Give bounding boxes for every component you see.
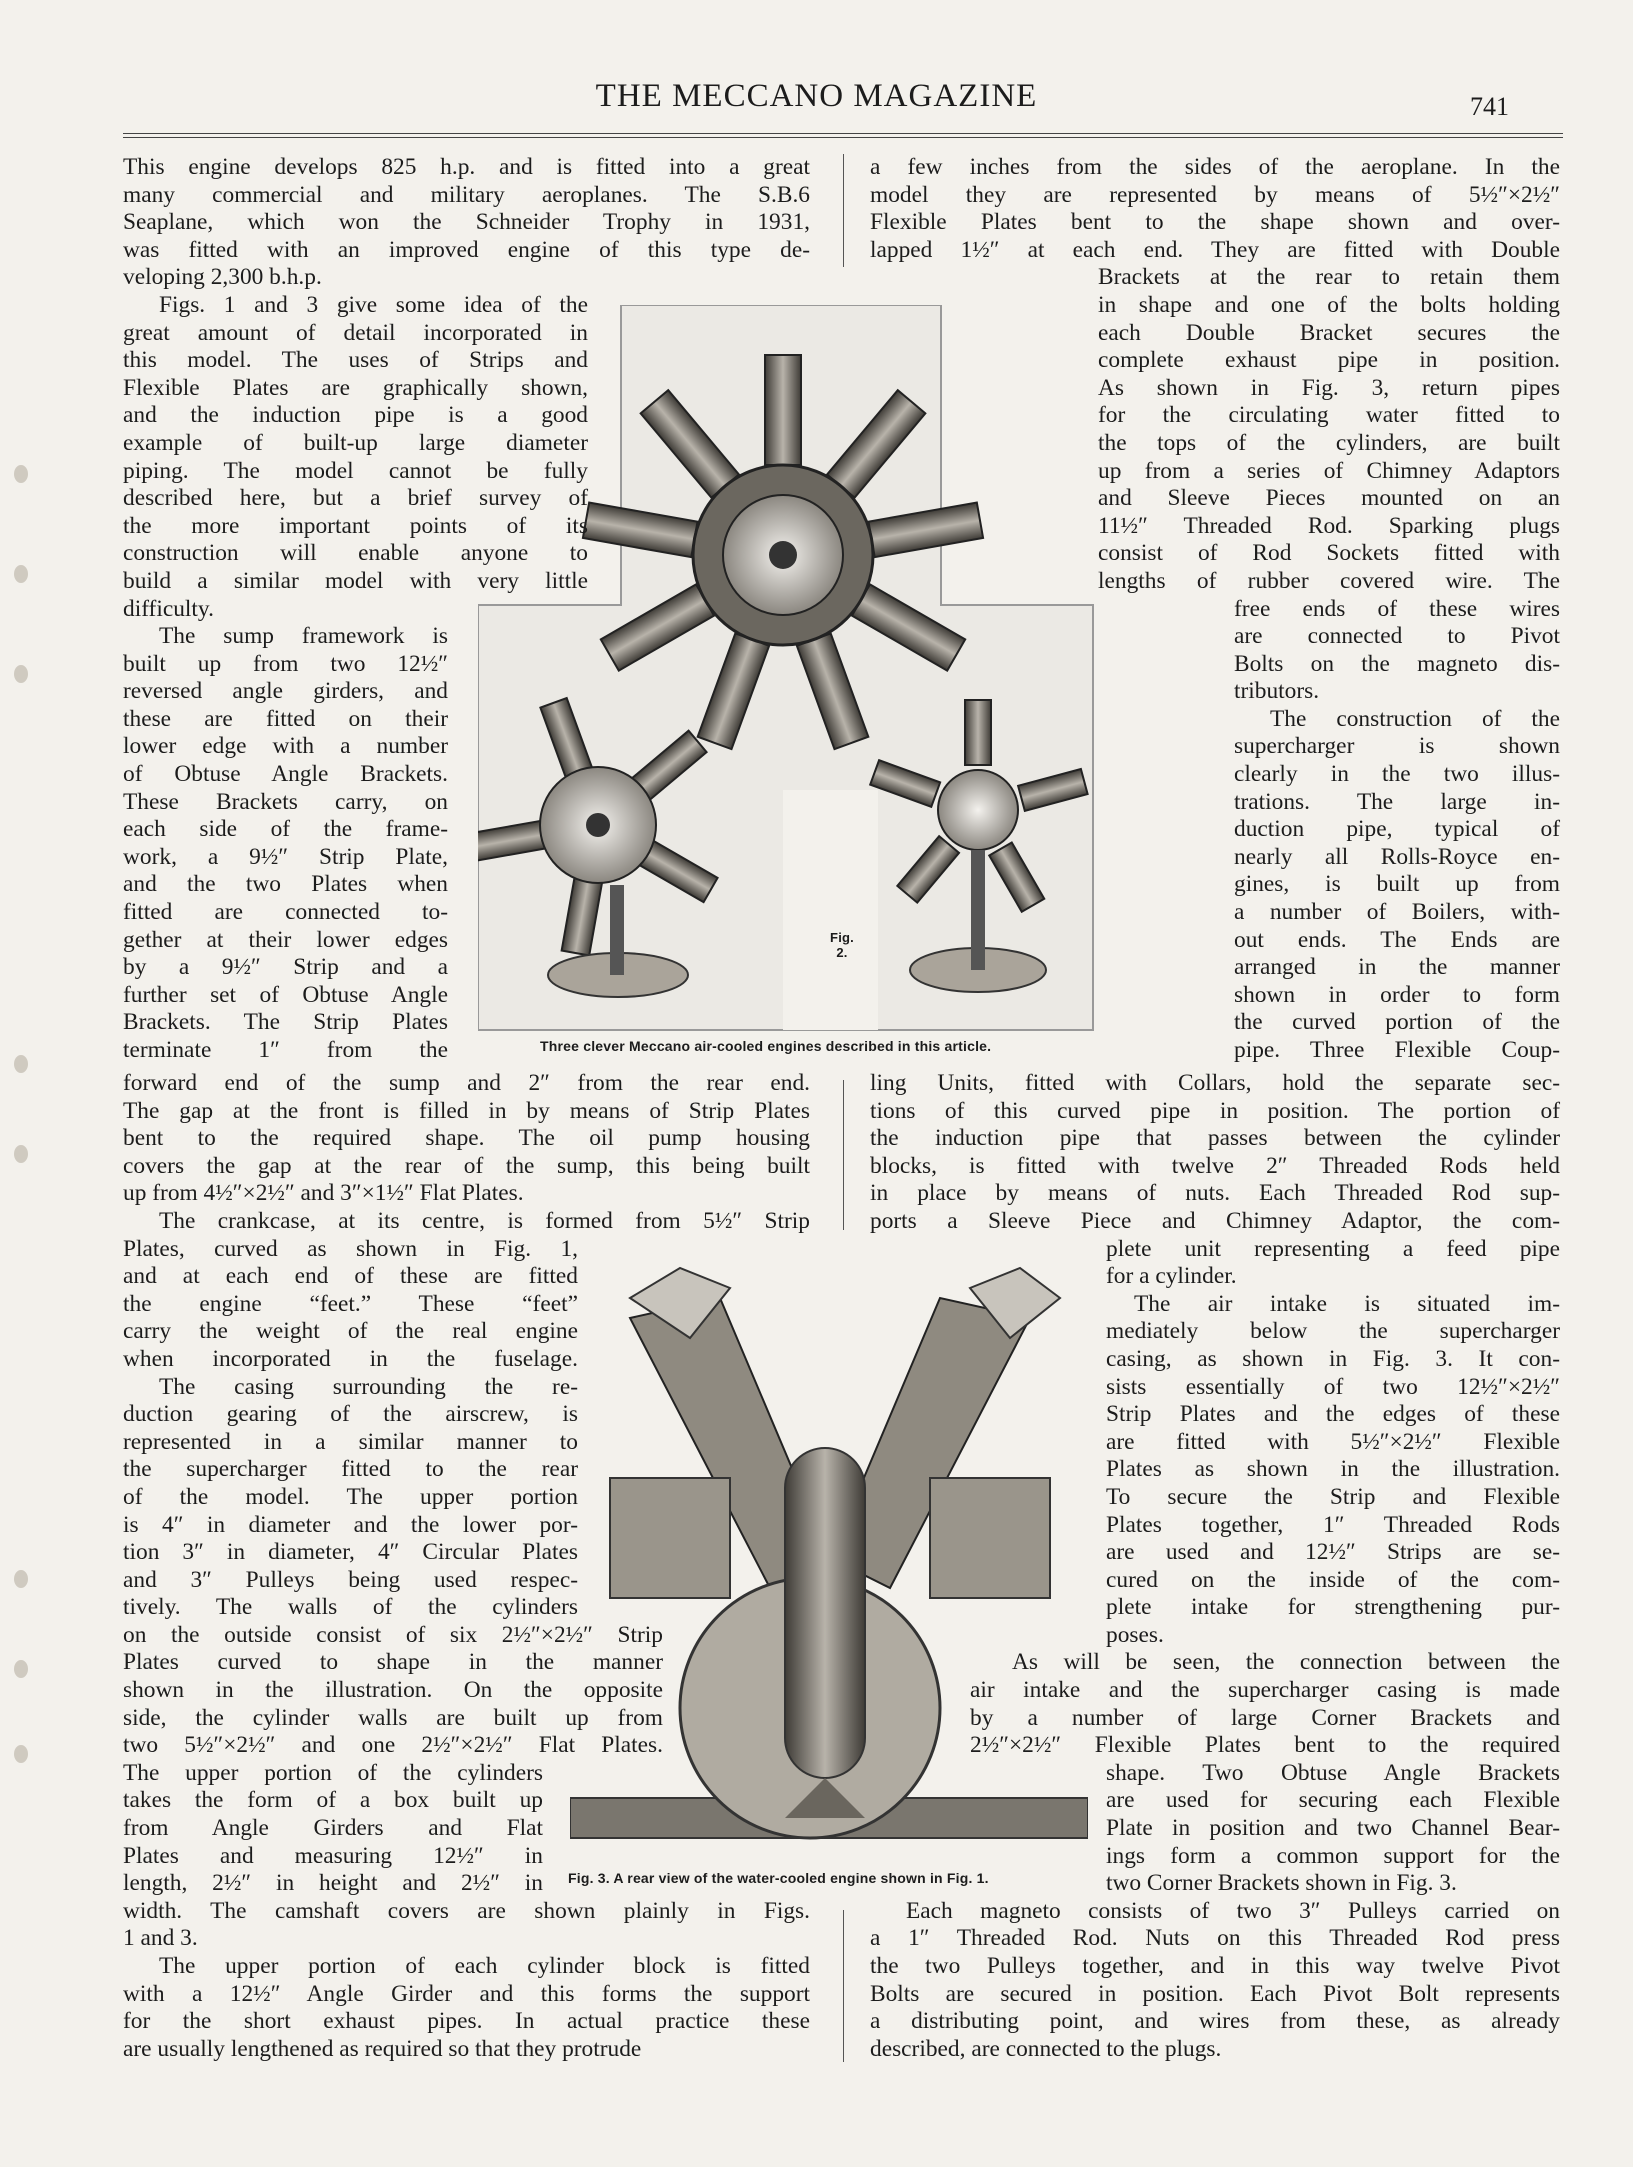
text-line: complete exhaust pipe in position.: [1098, 347, 1560, 374]
margin-stain: [14, 1055, 28, 1073]
fig3-caption: Fig. 3. A rear view of the water-cooled engine shown in Fig. 1.: [568, 1870, 989, 1886]
text-line: and the two Plates when: [123, 871, 448, 898]
text-line: The upper portion of the cylinders: [123, 1759, 543, 1786]
text-line: Bolts are secured in position. Each Pivot Bolt represents: [870, 1980, 1560, 2007]
right-column-bottom: [870, 1070, 1560, 2063]
text-line: the tops of the cylinders, are built: [1098, 429, 1560, 456]
text-line: sists essentially of two 12½″×2½″: [1106, 1373, 1560, 1400]
fig2-caption: Three clever Meccano air-cooled engines described in this article.: [540, 1038, 992, 1054]
text-line: Strip Plates and the edges of these: [1106, 1401, 1560, 1428]
text-line: up from 4½″×2½″ and 3″×1½″ Flat Plates.: [123, 1180, 524, 1207]
page-number: 741: [1470, 92, 1509, 121]
text-line: Seaplane, which won the Schneider Trophy in 1931,: [123, 209, 810, 236]
text-line: The upper portion of each cylinder block is fitted: [159, 1953, 810, 1979]
margin-stain: [14, 1660, 28, 1678]
text-line: and Sleeve Pieces mounted on an: [1098, 485, 1560, 512]
text-line: further set of Obtuse Angle: [123, 981, 448, 1008]
text-line: in place by means of nuts. Each Threaded Rod sup-: [870, 1180, 1560, 1207]
text-line: the more important points of its: [123, 512, 588, 539]
text-line: a number of Boilers, with-: [1234, 899, 1560, 926]
text-line: As will be seen, the connection between the: [1012, 1649, 1560, 1676]
text-line: free ends of these wires: [1234, 595, 1560, 622]
text-line: The crankcase, at its centre, is formed from 5½″ Strip: [159, 1207, 810, 1234]
text-line: Bolts on the magneto dis-: [1234, 650, 1560, 677]
margin-stain: [14, 1570, 28, 1588]
header-rule: [123, 133, 1563, 138]
text-line: ling Units, fitted with Collars, hold the separate sec-: [870, 1070, 1560, 1096]
text-line: for the circulating water fitted to: [1098, 402, 1560, 429]
text-line: nearly all Rolls-Royce en-: [1234, 843, 1560, 870]
text-line: and 3″ Pulleys being used respec-: [123, 1566, 578, 1593]
text-line: difficulty.: [123, 595, 214, 622]
text-line: 11½″ Threaded Rod. Sparking plugs: [1098, 512, 1560, 539]
text-line: The sump framework is: [159, 623, 448, 650]
text-line: from Angle Girders and Flat: [123, 1815, 543, 1842]
text-line: Brackets. The Strip Plates: [123, 1009, 448, 1036]
text-line: gether at their lower edges: [123, 926, 448, 953]
text-line: these are fitted on their: [123, 705, 448, 732]
text-line: side, the cylinder walls are built up from: [123, 1704, 663, 1731]
text-line: each Double Bracket secures the: [1098, 319, 1560, 346]
text-line: described, are connected to the plugs.: [870, 2035, 1222, 2062]
text-line: Figs. 1 and 3 give some idea of the: [159, 291, 588, 318]
text-line: and at each end of these are fitted: [123, 1263, 578, 1290]
text-line: takes the form of a box built up: [123, 1787, 543, 1814]
margin-stain: [14, 465, 28, 483]
text-line: clearly in the two illus-: [1234, 761, 1560, 788]
text-line: As shown in Fig. 3, return pipes: [1098, 374, 1560, 401]
text-line: mediately below the supercharger: [1106, 1318, 1560, 1345]
text-line: each side of the frame-: [123, 816, 448, 843]
text-line: Plates as shown in the illustration.: [1106, 1456, 1560, 1483]
text-line: tions of this curved pipe in position. The portion of: [870, 1097, 1560, 1124]
text-line: tributors.: [1234, 678, 1320, 705]
right-column-top: [870, 154, 1560, 1065]
text-line: are connected to Pivot: [1234, 623, 1560, 650]
text-line: represented in a similar manner to: [123, 1428, 578, 1455]
text-line: lengths of rubber covered wire. The: [1098, 567, 1560, 594]
text-line: a few inches from the sides of the aeroplane. In the: [870, 154, 1560, 180]
text-line: shown in the illustration. On the opposite: [123, 1677, 663, 1704]
text-line: are usually lengthened as required so that they protrude: [123, 2035, 642, 2062]
text-line: the induction pipe that passes between the cylinder: [870, 1125, 1560, 1152]
text-line: trations. The large in-: [1234, 788, 1560, 815]
text-line: the two Pulleys together, and in this way twelve Pivot: [870, 1953, 1560, 1979]
text-line: a 1″ Threaded Rod. Nuts on this Threaded Rod press: [870, 1925, 1560, 1952]
text-line: Each magneto consists of two 3″ Pulleys carried on: [906, 1897, 1560, 1924]
text-line: air intake and the supercharger casing is made: [970, 1677, 1560, 1704]
text-line: built up from two 12½″: [123, 650, 448, 677]
text-line: The air intake is situated im-: [1134, 1290, 1560, 1317]
text-line: pipe. Three Flexible Coup-: [1234, 1037, 1560, 1063]
text-line: Plates, curved as shown in Fig. 1,: [123, 1235, 578, 1262]
text-line: when incorporated in the fuselage.: [123, 1345, 578, 1372]
text-line: Flexible Plates bent to the shape shown and over-: [870, 209, 1560, 236]
text-line: The casing surrounding the re-: [159, 1373, 578, 1400]
margin-stain: [14, 1745, 28, 1763]
text-line: of the model. The upper portion: [123, 1483, 578, 1510]
text-line: 1 and 3.: [123, 1925, 198, 1952]
text-line: The construction of the: [1270, 705, 1560, 732]
text-line: example of built-up large diameter: [123, 429, 588, 456]
text-line: for the short exhaust pipes. In actual practice these: [123, 2008, 810, 2035]
text-line: described here, but a brief survey of: [123, 485, 588, 512]
text-line: bent to the required shape. The oil pump housing: [123, 1125, 810, 1152]
text-line: are fitted with 5½″×2½″ Flexible: [1106, 1428, 1560, 1455]
margin-stain: [14, 665, 28, 683]
text-line: piping. The model cannot be fully: [123, 457, 588, 484]
text-line: up from a series of Chimney Adaptors: [1098, 457, 1560, 484]
text-line: To secure the Strip and Flexible: [1106, 1483, 1560, 1510]
text-line: tion 3″ in diameter, 4″ Circular Plates: [123, 1539, 578, 1566]
text-line: was fitted with an improved engine of this type de-: [123, 236, 810, 263]
text-line: out ends. The Ends are: [1234, 926, 1560, 953]
text-line: length, 2½″ in height and 2½″ in: [123, 1870, 543, 1897]
text-line: The gap at the front is filled in by means of Strip Plates: [123, 1097, 810, 1124]
text-line: casing, as shown in Fig. 3. It con-: [1106, 1345, 1560, 1372]
text-line: 2½″×2½″ Flexible Plates bent to the required: [970, 1732, 1560, 1759]
text-line: by a number of large Corner Brackets and: [970, 1704, 1560, 1731]
margin-stain: [14, 1145, 28, 1163]
column-rule: [843, 1080, 844, 1230]
column-rule: [843, 1910, 844, 2062]
text-line: two 5½″×2½″ and one 2½″×2½″ Flat Plates.: [123, 1732, 663, 1759]
text-line: this model. The uses of Strips and: [123, 347, 588, 374]
text-line: poses.: [1106, 1621, 1164, 1648]
text-line: of Obtuse Angle Brackets.: [123, 761, 448, 788]
text-line: shape. Two Obtuse Angle Brackets: [1106, 1759, 1560, 1786]
text-line: duction pipe, typical of: [1234, 816, 1560, 843]
text-line: forward end of the sump and 2″ from the rear end.: [123, 1070, 810, 1096]
margin-stain: [14, 565, 28, 583]
text-line: are used for securing each Flexible: [1106, 1787, 1560, 1814]
text-line: Plates together, 1″ Threaded Rods: [1106, 1511, 1560, 1538]
fig2-label: Fig. 2.: [830, 930, 854, 960]
text-line: Flexible Plates are graphically shown,: [123, 374, 588, 401]
text-line: for a cylinder.: [1106, 1263, 1237, 1290]
text-line: work, a 9½″ Strip Plate,: [123, 843, 448, 870]
text-line: the engine “feet.” These “feet”: [123, 1290, 578, 1317]
text-line: lapped 1½″ at each end. They are fitted with Double: [870, 236, 1560, 263]
column-rule: [843, 154, 844, 267]
text-line: build a similar model with very little: [123, 567, 588, 594]
text-line: gines, is built up from: [1234, 871, 1560, 898]
text-line: is 4″ in diameter and the lower por-: [123, 1511, 578, 1538]
text-line: This engine develops 825 h.p. and is fitted into a great: [123, 154, 810, 180]
text-line: reversed angle girders, and: [123, 678, 448, 705]
text-line: by a 9½″ Strip and a: [123, 954, 448, 981]
text-line: with a 12½″ Angle Girder and this forms the support: [123, 1980, 810, 2007]
text-line: terminate 1″ from the: [123, 1037, 448, 1063]
text-line: are used and 12½″ Strips are se-: [1106, 1539, 1560, 1566]
text-line: construction will enable anyone to: [123, 540, 588, 567]
text-line: shown in order to form: [1234, 981, 1560, 1008]
text-line: great amount of detail incorporated in: [123, 319, 588, 346]
text-line: in shape and one of the bolts holding: [1098, 291, 1560, 318]
text-line: ings form a common support for the: [1106, 1842, 1560, 1869]
text-line: arranged in the manner: [1234, 954, 1560, 981]
text-line: Plates and measuring 12½″ in: [123, 1842, 543, 1869]
text-line: the curved portion of the: [1234, 1009, 1560, 1036]
text-line: Plate in position and two Channel Bear-: [1106, 1815, 1560, 1842]
text-line: cured on the inside of the com-: [1106, 1566, 1560, 1593]
text-line: fitted are connected to-: [123, 899, 448, 926]
text-line: covers the gap at the rear of the sump, this being built: [123, 1152, 810, 1179]
text-line: consist of Rod Sockets fitted with: [1098, 540, 1560, 567]
text-line: and the induction pipe is a good: [123, 402, 588, 429]
text-line: on the outside consist of six 2½″×2½″ Strip: [123, 1621, 663, 1648]
text-line: plete intake for strengthening pur-: [1106, 1594, 1560, 1621]
text-line: veloping 2,300 b.h.p.: [123, 264, 322, 291]
text-line: blocks, is fitted with twelve 2″ Threaded Rods held: [870, 1152, 1560, 1179]
text-line: duction gearing of the airscrew, is: [123, 1401, 578, 1428]
text-line: carry the weight of the real engine: [123, 1318, 578, 1345]
text-line: plete unit representing a feed pipe: [1106, 1235, 1560, 1262]
text-line: model they are represented by means of 5½″×2½″: [870, 181, 1560, 208]
text-line: lower edge with a number: [123, 733, 448, 760]
text-line: the supercharger fitted to the rear: [123, 1456, 578, 1483]
text-line: Plates curved to shape in the manner: [123, 1649, 663, 1676]
text-line: many commercial and military aeroplanes. The S.B.6: [123, 181, 810, 208]
left-column-top: [123, 154, 810, 1065]
magazine-title: THE MECCANO MAGAZINE: [595, 78, 1038, 114]
text-line: Brackets at the rear to retain them: [1098, 264, 1560, 291]
text-line: two Corner Brackets shown in Fig. 3.: [1106, 1870, 1457, 1897]
text-line: a distributing point, and wires from these, as already: [870, 2008, 1560, 2035]
text-line: These Brackets carry, on: [123, 788, 448, 815]
text-line: tively. The walls of the cylinders: [123, 1594, 578, 1621]
text-line: ports a Sleeve Piece and Chimney Adaptor, the com-: [870, 1207, 1560, 1234]
left-column-bottom: [123, 1070, 810, 2063]
text-line: supercharger is shown: [1234, 733, 1560, 760]
text-line: width. The camshaft covers are shown plainly in Figs.: [123, 1897, 810, 1924]
